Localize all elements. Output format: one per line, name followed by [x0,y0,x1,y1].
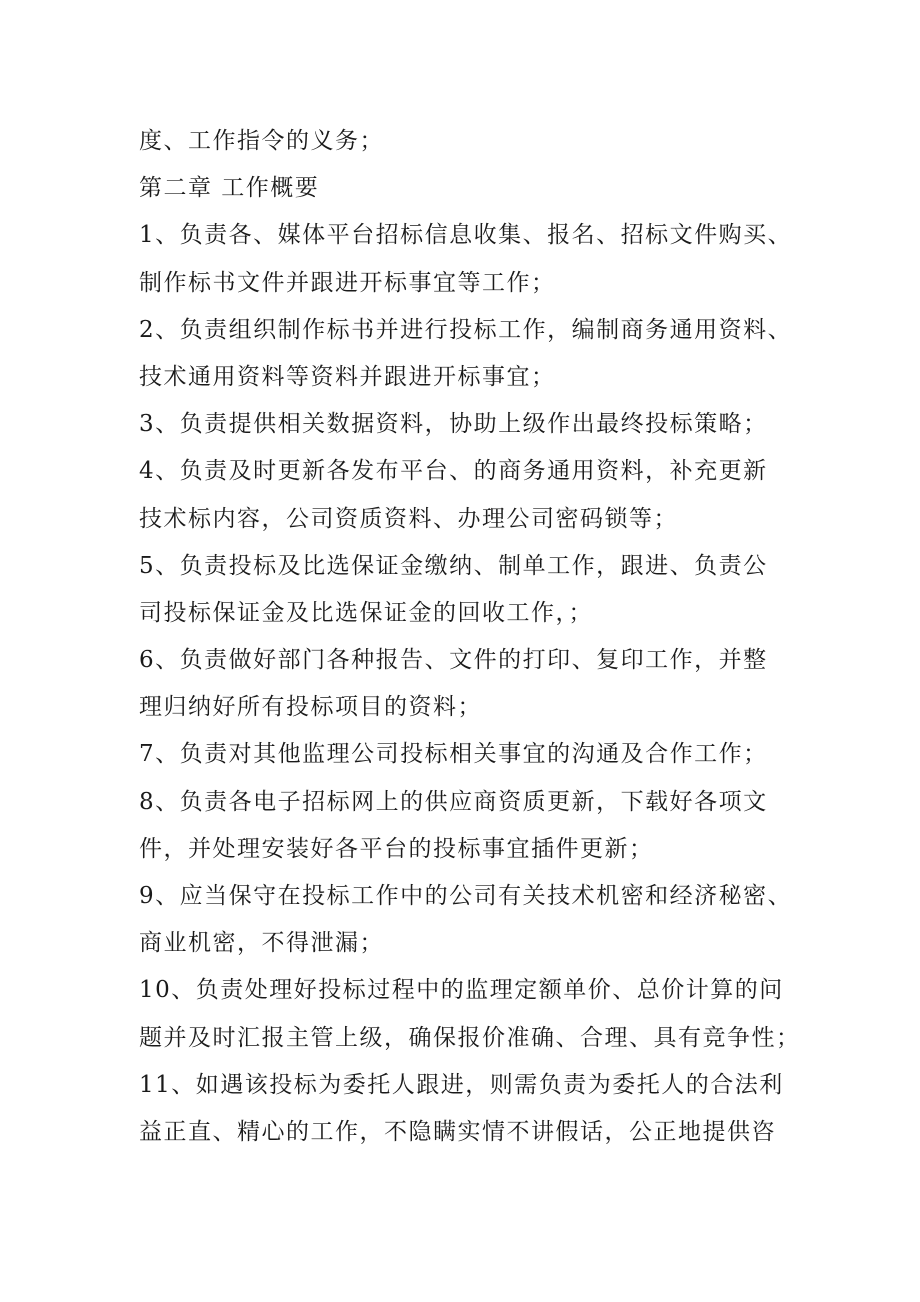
text-line: 技术通用资料等资料并跟进开标事宜； [139,363,556,390]
text-line: 4、负责及时更新各发布平台、的商务通用资料，补充更新 [139,458,768,485]
text-line: 9、应当保守在投标工作中的公司有关技术机密和经济秘密、 [139,883,793,909]
text-line: 商业机密，不得泄漏； [139,930,384,957]
text-line: 3、负责提供相关数据资料，协助上级作出最终投标策略； [139,411,768,438]
text-line: 5、负责投标及比选保证金缴纳、制单工作，跟进、负责公 [139,552,768,579]
chapter-heading: 第二章 工作概要 [139,175,320,202]
text-line: 2、负责组织制作标书并进行投标工作，编制商务通用资料、 [139,316,793,343]
text-line: 题并及时汇报主管上级，确保报价准确、合理、具有竞争性； [139,1024,801,1051]
text-line: 6、负责做好部门各种报告、文件的打印、复印工作，并整 [139,647,768,674]
text-line: 11、如遇该投标为委托人跟进，则需负责为委托人的合法利 [139,1071,784,1098]
text-line: 制作标书文件并跟进开标事宜等工作； [139,269,556,296]
text-line: 8、负责各电子招标网上的供应商资质更新，下载好各项文 [139,788,768,815]
text-line: 7、负责对其他监理公司投标相关事宜的沟通及合作工作； [139,741,768,768]
text-line: 度、工作指令的义务； [139,128,384,154]
text-line: 司投标保证金及比选保证金的回收工作，； [139,599,593,626]
text-line: 技术标内容，公司资质资料、办理公司密码锁等； [139,505,678,532]
text-line: 件，并处理安装好各平台的投标事宜插件更新； [139,835,654,862]
document-body [139,118,819,1156]
text-line: 10、负责处理好投标过程中的监理定额单价、总价计算的问 [139,977,784,1004]
text-line: 1、负责各、媒体平台招标信息收集、报名、招标文件购买、 [139,222,793,249]
text-line: 益正直、精心的工作，不隐瞒实情不讲假话，公正地提供咨 [139,1118,776,1145]
text-line: 理归纳好所有投标项目的资料； [139,694,482,721]
